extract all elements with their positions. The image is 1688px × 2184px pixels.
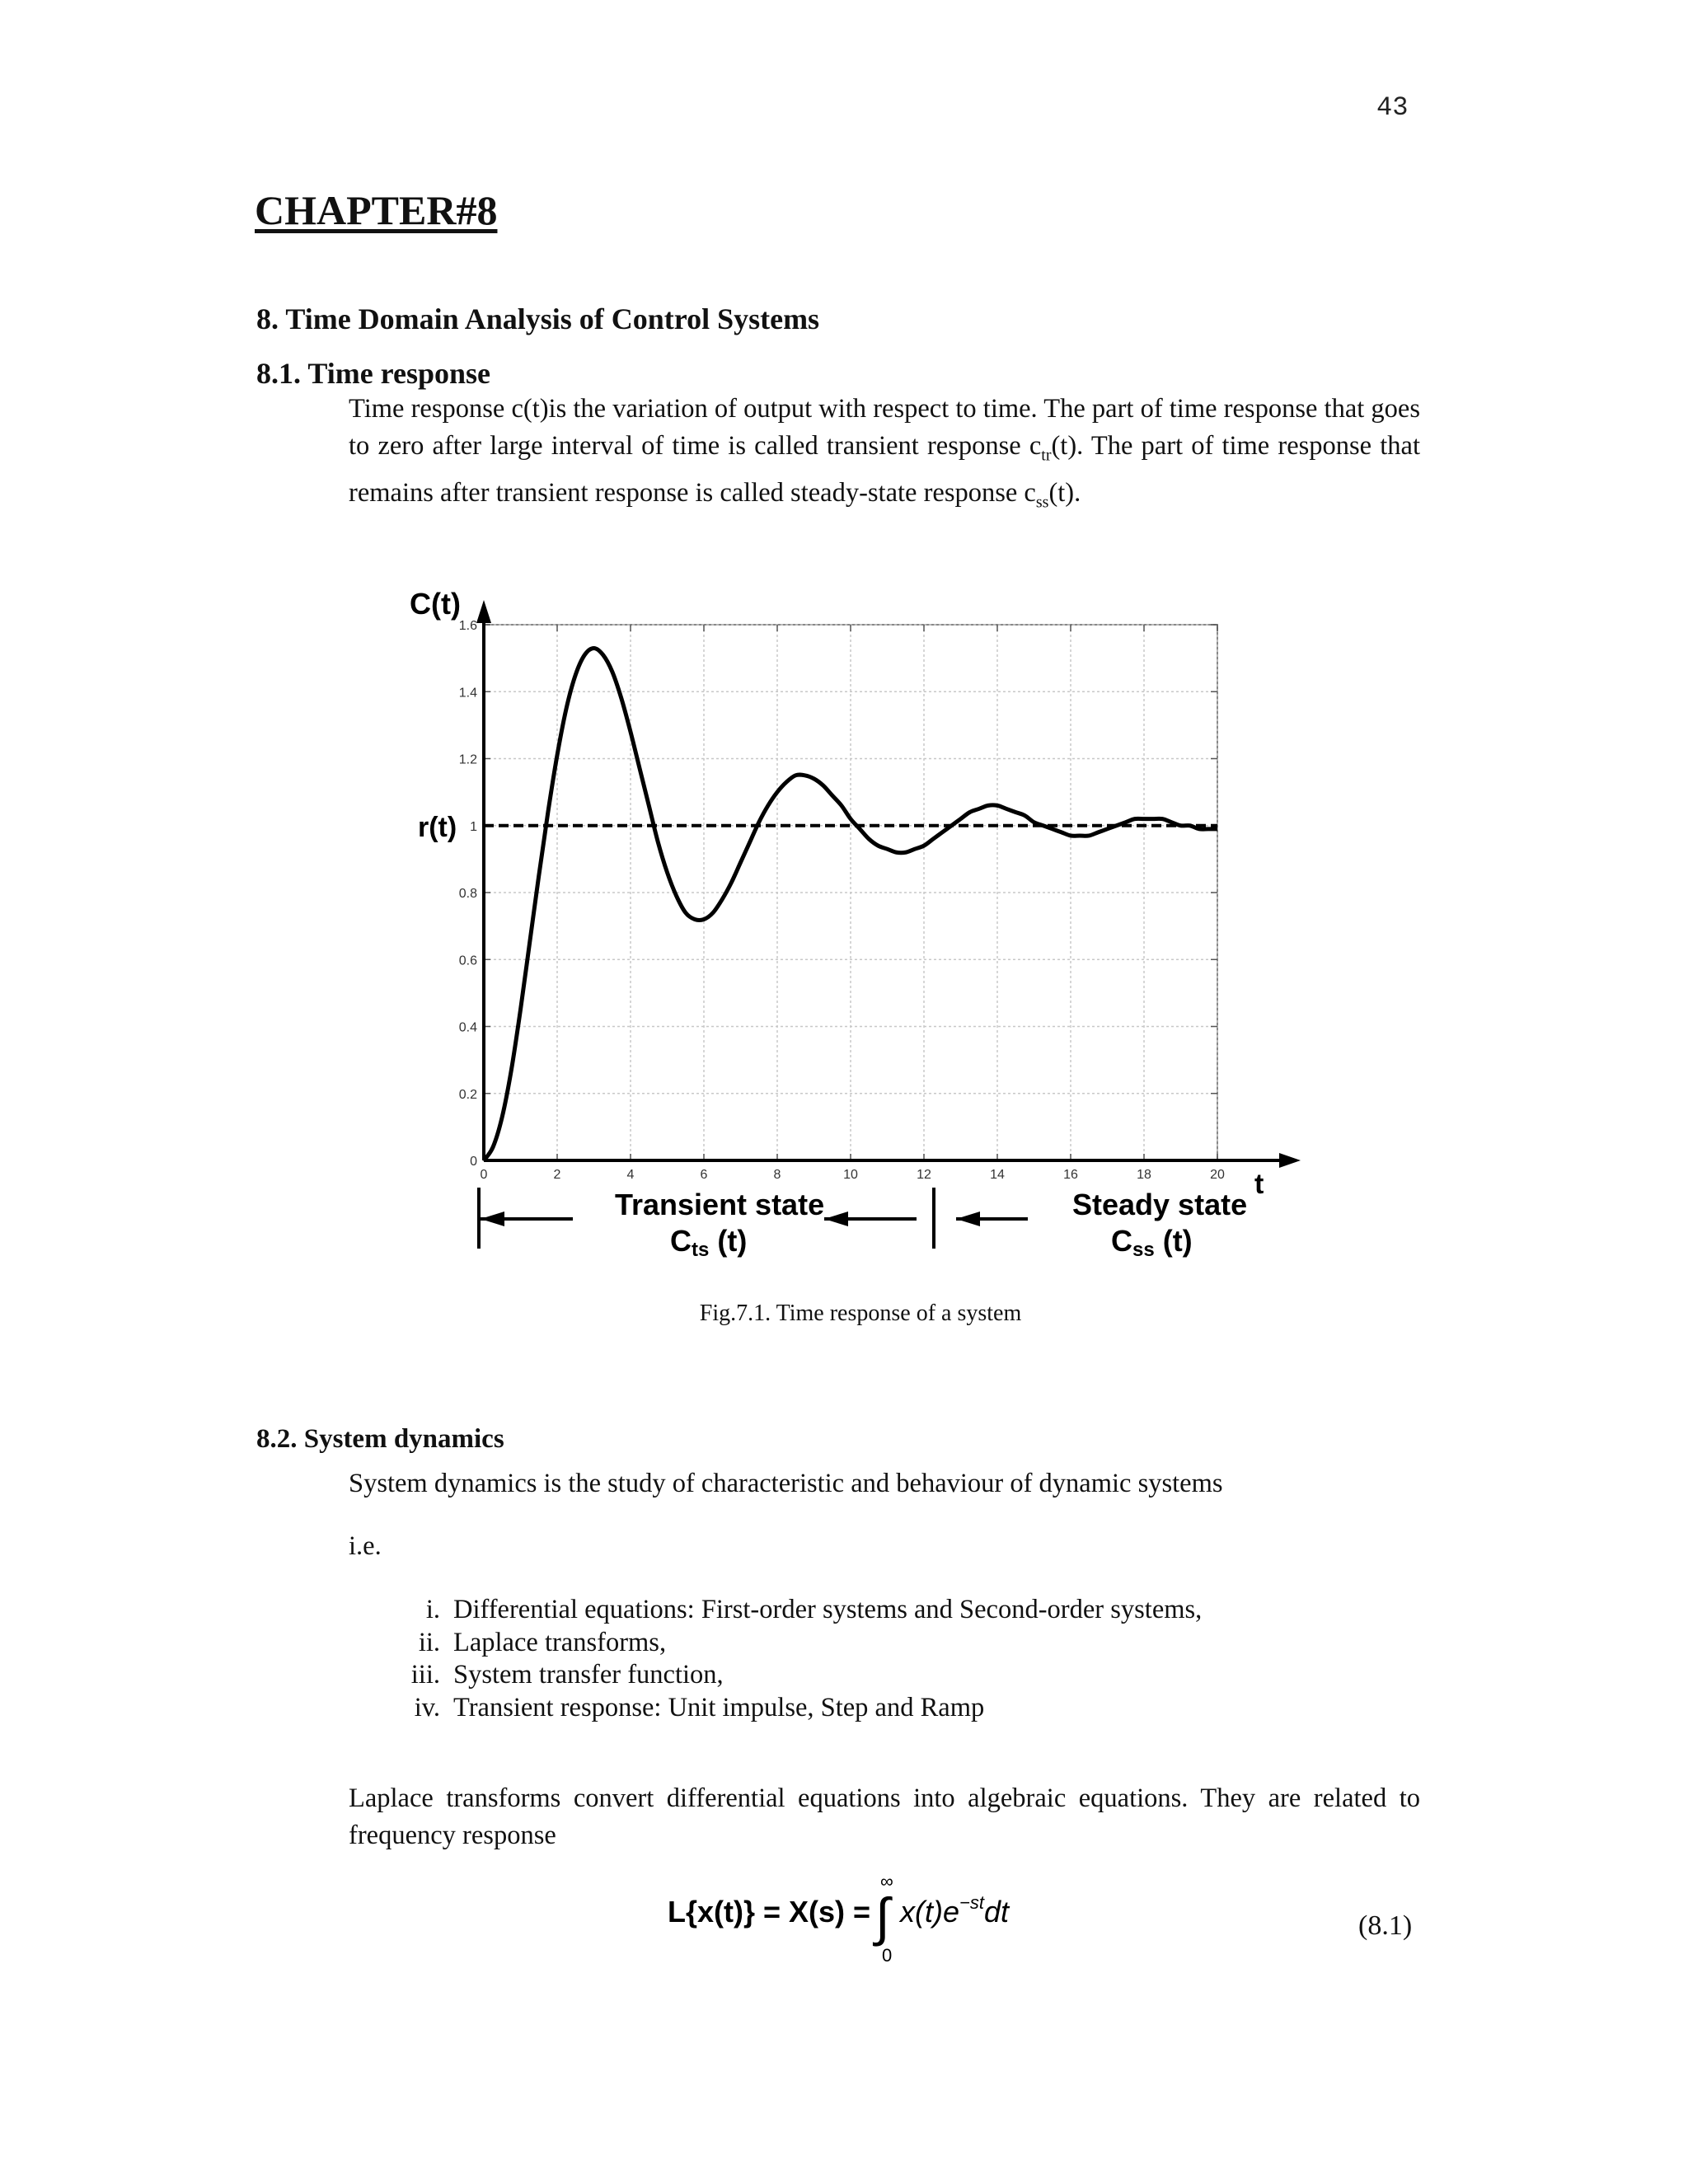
chart-ticks <box>459 619 1225 1182</box>
page-number: 43 <box>1376 92 1409 123</box>
y-tick-label: 1.6 <box>458 619 477 633</box>
integrand-dt: dt <box>983 1895 1009 1929</box>
x-tick-label: 18 <box>1137 1168 1151 1182</box>
section-title: 8. Time Domain Analysis of Control Systems <box>256 302 820 335</box>
transient-symbol-c: C <box>670 1224 692 1258</box>
para-text-2: (t). The part of time response that remains after transient response is called steady-state response c <box>349 431 1420 508</box>
list-item <box>375 1659 1202 1692</box>
transient-symbol-sub: ts <box>692 1239 710 1261</box>
list-item-number: iii. <box>410 1660 440 1690</box>
list-item-text: Differential equations: First-order systems and Second-order systems, <box>453 1595 1203 1624</box>
list-item-number: i. <box>425 1595 440 1624</box>
x-axis-label: t <box>1254 1169 1264 1200</box>
transient-left-arrowhead <box>481 1212 504 1226</box>
y-tick-label: 1 <box>470 819 477 834</box>
x-tick-label: 14 <box>990 1168 1005 1182</box>
transient-symbol-arg: (t) <box>709 1224 748 1258</box>
steady-left-arrowhead <box>956 1212 980 1226</box>
integral-upper-limit: ∞ <box>880 1871 893 1891</box>
y-tick-label: 0 <box>470 1155 477 1169</box>
x-tick-label: 8 <box>773 1168 781 1182</box>
steady-symbol-arg: (t) <box>1154 1224 1193 1258</box>
equation-integrand <box>898 1892 1010 1929</box>
x-tick-label: 2 <box>553 1168 561 1182</box>
x-tick-label: 10 <box>843 1168 858 1182</box>
y-axis-label: C(t) <box>410 587 461 621</box>
equation-number: (8.1) <box>1358 1910 1413 1941</box>
list-item-text: Transient response: Unit impulse, Step and Ramp <box>453 1692 985 1722</box>
x-tick-label: 20 <box>1210 1168 1225 1182</box>
para-sub-ss: ss <box>1035 493 1049 511</box>
steady-symbol <box>1111 1224 1193 1261</box>
integral-sign: ∫ <box>875 1887 890 1947</box>
list-item-text: System transfer function, <box>453 1660 724 1690</box>
para-text-3: (t). <box>1048 477 1081 508</box>
integral-lower-limit: 0 <box>882 1945 893 1966</box>
list-item <box>375 1692 1202 1725</box>
y-tick-label: 1.2 <box>458 752 477 767</box>
chart-grid <box>484 625 1217 1160</box>
y-tick-label: 0.8 <box>458 887 477 901</box>
steady-state-label: Steady state <box>1072 1188 1248 1221</box>
steady-symbol-c: C <box>1111 1224 1132 1258</box>
ie-label: i.e. <box>349 1531 382 1561</box>
x-tick-label: 16 <box>1063 1168 1078 1182</box>
figure-caption <box>0 1301 1688 1327</box>
equation-lhs: L{x(t)} = X(s) = <box>668 1895 871 1929</box>
transient-right-arrowhead <box>824 1212 848 1226</box>
integrand-exponent: −st <box>959 1892 984 1913</box>
transient-state-label: Transient state <box>615 1188 825 1221</box>
laplace-paragraph: Laplace transforms convert differential equations into algebraic equations. They are related to frequency response <box>349 1783 1420 1850</box>
x-tick-label: 12 <box>917 1168 931 1182</box>
y-axis-arrow <box>476 600 491 623</box>
list-item-number: ii. <box>418 1627 440 1657</box>
y-tick-label: 0.2 <box>458 1087 477 1102</box>
list-item-text: Laplace transforms, <box>453 1627 667 1657</box>
chapter-heading: CHAPTER#8 <box>255 187 498 233</box>
subsection-title-time-response: 8.1. Time response <box>256 357 491 390</box>
y-tick-label: 0.6 <box>458 954 477 968</box>
laplace-equation <box>643 1863 1055 1970</box>
integrand-base: x(t)e <box>900 1895 959 1929</box>
x-tick-label: 0 <box>480 1168 488 1182</box>
list-item <box>375 1627 1202 1660</box>
subsection-title-system-dynamics: 8.2. System dynamics <box>256 1424 504 1454</box>
para-text-1: Time response c(t)is the variation of output with respect to time. The part of time response that goes to zero after large interval of time is called transient response c <box>349 394 1420 461</box>
y-tick-label: 1.4 <box>458 686 477 701</box>
system-dynamics-list <box>375 1594 1202 1724</box>
x-axis-arrow <box>1279 1153 1301 1168</box>
list-item <box>375 1594 1202 1627</box>
x-tick-label: 4 <box>626 1168 635 1182</box>
list-item-number: iv. <box>414 1692 440 1722</box>
x-tick-label: 6 <box>700 1168 708 1182</box>
transient-symbol <box>670 1224 747 1261</box>
y-tick-label: 0.4 <box>458 1020 477 1035</box>
reference-label: r(t) <box>418 812 457 843</box>
para-sub-tr: tr <box>1041 446 1052 465</box>
steady-symbol-sub: ss <box>1132 1239 1155 1261</box>
figure-caption-text: Fig.7.1. Time response of a system <box>699 1301 1022 1326</box>
system-dynamics-paragraph: System dynamics is the study of characteristic and behaviour of dynamic systems <box>349 1469 1223 1498</box>
